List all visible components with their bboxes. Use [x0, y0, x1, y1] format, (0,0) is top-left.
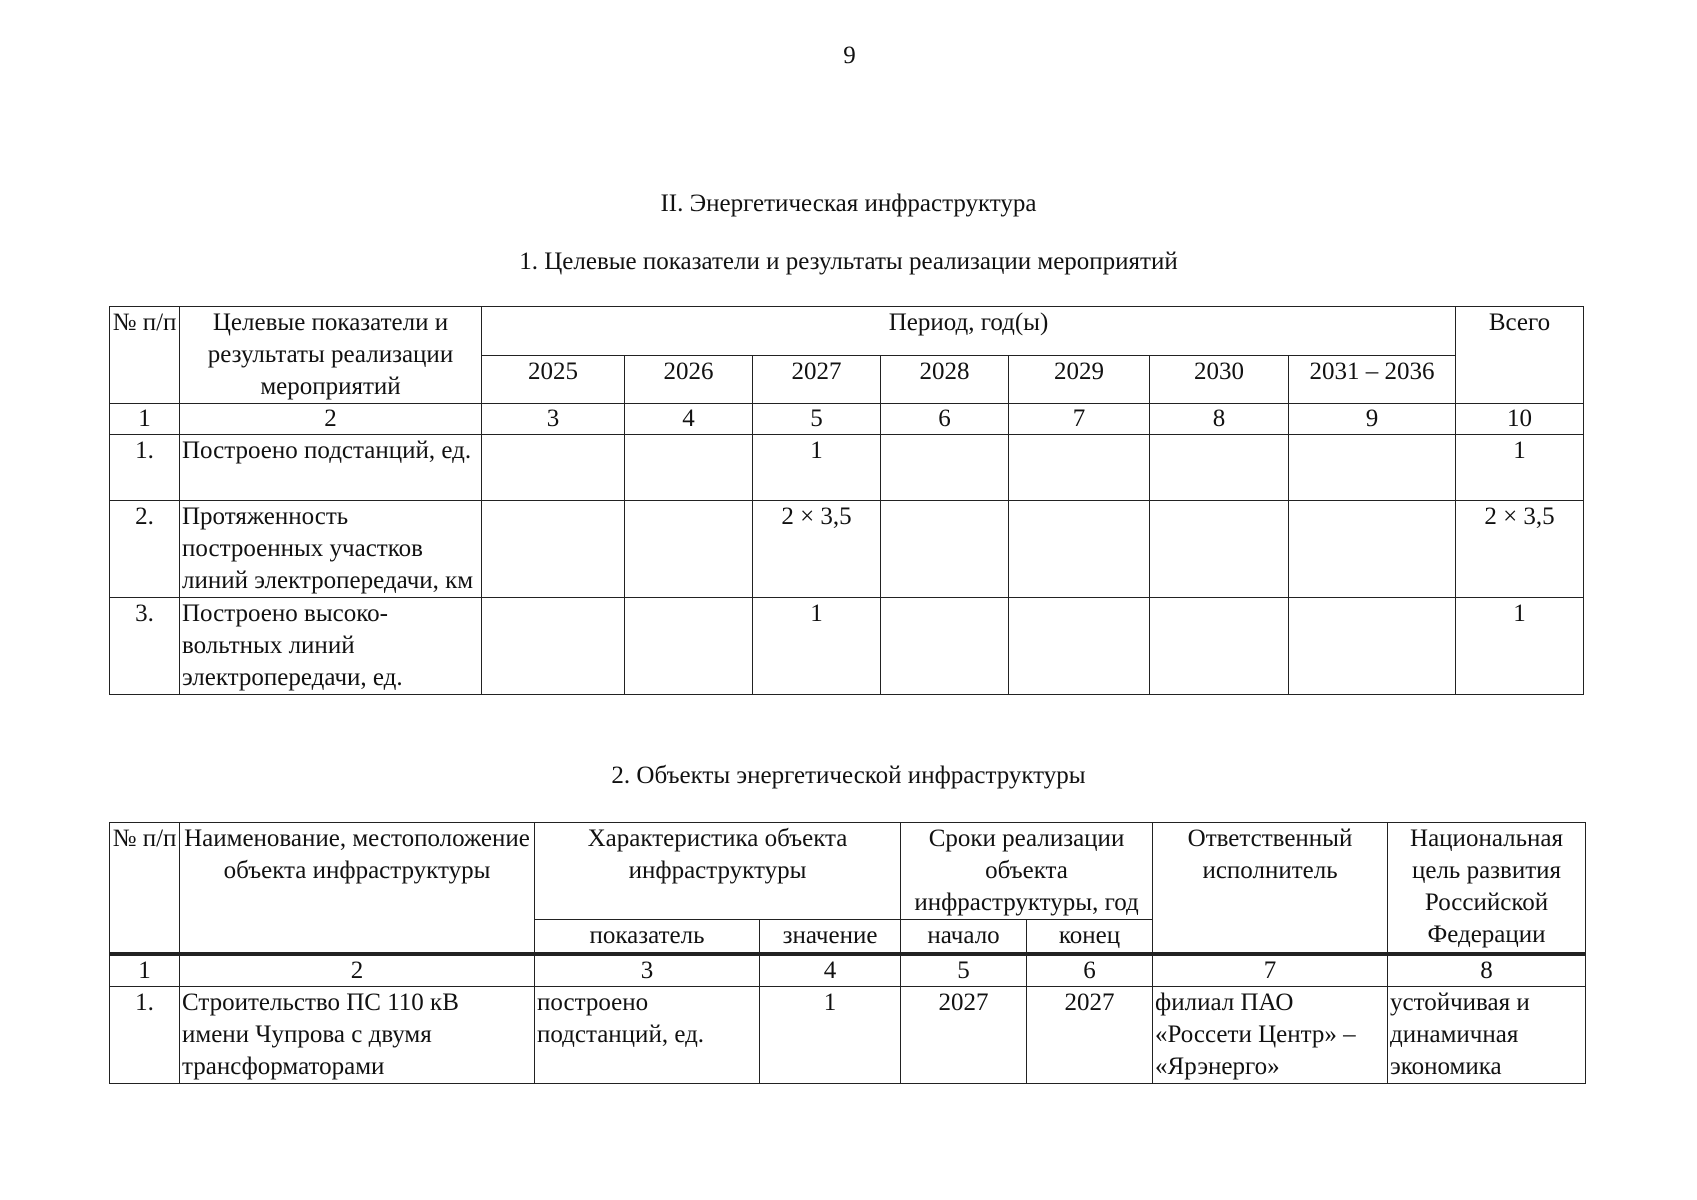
row-value: 2 × 3,5	[753, 501, 881, 598]
col-index: 7	[1153, 954, 1388, 987]
header-row	[110, 307, 1584, 356]
row-value	[1009, 501, 1150, 598]
col-index: 6	[1027, 954, 1153, 987]
header-year: 2031 – 2036	[1289, 355, 1456, 404]
row-value: 1	[753, 598, 881, 695]
objects-table	[109, 822, 1586, 1084]
col-index: 5	[901, 954, 1027, 987]
col-index: 2	[180, 954, 535, 987]
row-value: 1	[760, 987, 901, 1084]
row-name: Строительство ПС 110 кВ имени Чупрова с двумя трансформаторами	[180, 987, 535, 1084]
col-index: 5	[753, 404, 881, 435]
row-value	[482, 598, 625, 695]
header-year: 2027	[753, 355, 881, 404]
row-value	[625, 598, 753, 695]
page-number: 9	[843, 42, 856, 69]
col-index: 7	[1009, 404, 1150, 435]
header-characteristic: Характеристика объекта инфраструктуры	[535, 823, 901, 920]
header-char-indicator: показатель	[535, 920, 760, 955]
row-total: 2 × 3,5	[1456, 501, 1584, 598]
table-row	[110, 435, 1584, 501]
row-value	[482, 435, 625, 501]
header-year: 2026	[625, 355, 753, 404]
row-value	[1150, 501, 1289, 598]
row-goal: устойчивая и динамичная экономика	[1388, 987, 1586, 1084]
row-value	[881, 435, 1009, 501]
row-value	[625, 501, 753, 598]
row-indicator: Протяженность построенных участков линий электропередачи, км	[180, 501, 482, 598]
row-value	[625, 435, 753, 501]
header-period: Период, год(ы)	[482, 307, 1456, 356]
row-indicator: построено подстанций, ед.	[535, 987, 760, 1084]
table-row	[110, 987, 1586, 1084]
col-index: 8	[1388, 954, 1586, 987]
header-executor: Ответственный исполнитель	[1153, 823, 1388, 955]
row-start: 2027	[901, 987, 1027, 1084]
header-term-end: конец	[1027, 920, 1153, 955]
col-index: 2	[180, 404, 482, 435]
row-value	[1009, 598, 1150, 695]
subsection-title-targets: 1. Целевые показатели и результаты реализации мероприятий	[519, 248, 1178, 275]
header-terms: Сроки реализации объекта инфраструктуры, год	[901, 823, 1153, 920]
row-value	[1150, 435, 1289, 501]
col-index: 10	[1456, 404, 1584, 435]
col-index: 9	[1289, 404, 1456, 435]
table-row	[110, 501, 1584, 598]
row-value	[881, 598, 1009, 695]
section-title: II. Энергетическая инфраструктура	[660, 190, 1037, 217]
row-value	[482, 501, 625, 598]
col-index: 4	[625, 404, 753, 435]
row-total: 1	[1456, 598, 1584, 695]
row-value: 1	[753, 435, 881, 501]
column-index-row	[110, 954, 1586, 987]
header-year: 2025	[482, 355, 625, 404]
row-num: 2.	[110, 501, 180, 598]
table-row	[110, 598, 1584, 695]
header-year: 2029	[1009, 355, 1150, 404]
row-num: 3.	[110, 598, 180, 695]
row-total: 1	[1456, 435, 1584, 501]
column-index-row	[110, 404, 1584, 435]
header-total: Всего	[1456, 307, 1584, 404]
row-end: 2027	[1027, 987, 1153, 1084]
col-index: 6	[881, 404, 1009, 435]
targets-table	[109, 306, 1584, 695]
header-num: № п/п	[110, 307, 180, 404]
header-row	[110, 823, 1586, 920]
row-value	[1289, 501, 1456, 598]
header-goal: Национальная цель развития Российской Федерации	[1388, 823, 1586, 955]
col-index: 3	[535, 954, 760, 987]
row-indicator: Построено подстанций, ед.	[180, 435, 482, 501]
row-value	[881, 501, 1009, 598]
header-year: 2030	[1150, 355, 1289, 404]
header-term-start: начало	[901, 920, 1027, 955]
col-index: 1	[110, 954, 180, 987]
row-value	[1289, 598, 1456, 695]
row-num: 1.	[110, 435, 180, 501]
subsection-title-objects: 2. Объекты энергетической инфраструктуры	[611, 762, 1086, 789]
header-indicator: Целевые показатели и результаты реализации мероприятий	[180, 307, 482, 404]
row-value	[1289, 435, 1456, 501]
col-index: 1	[110, 404, 180, 435]
row-executor: филиал ПАО «Россети Центр» – «Ярэнерго»	[1153, 987, 1388, 1084]
col-index: 4	[760, 954, 901, 987]
row-value	[1150, 598, 1289, 695]
header-year: 2028	[881, 355, 1009, 404]
header-num: № п/п	[110, 823, 180, 955]
col-index: 8	[1150, 404, 1289, 435]
header-char-value: значение	[760, 920, 901, 955]
header-name: Наименование, местоположение объекта инфраструктуры	[180, 823, 535, 955]
col-index: 3	[482, 404, 625, 435]
row-value	[1009, 435, 1150, 501]
row-indicator: Построено высоко-вольтных линий электропередачи, ед.	[180, 598, 482, 695]
row-num: 1.	[110, 987, 180, 1084]
